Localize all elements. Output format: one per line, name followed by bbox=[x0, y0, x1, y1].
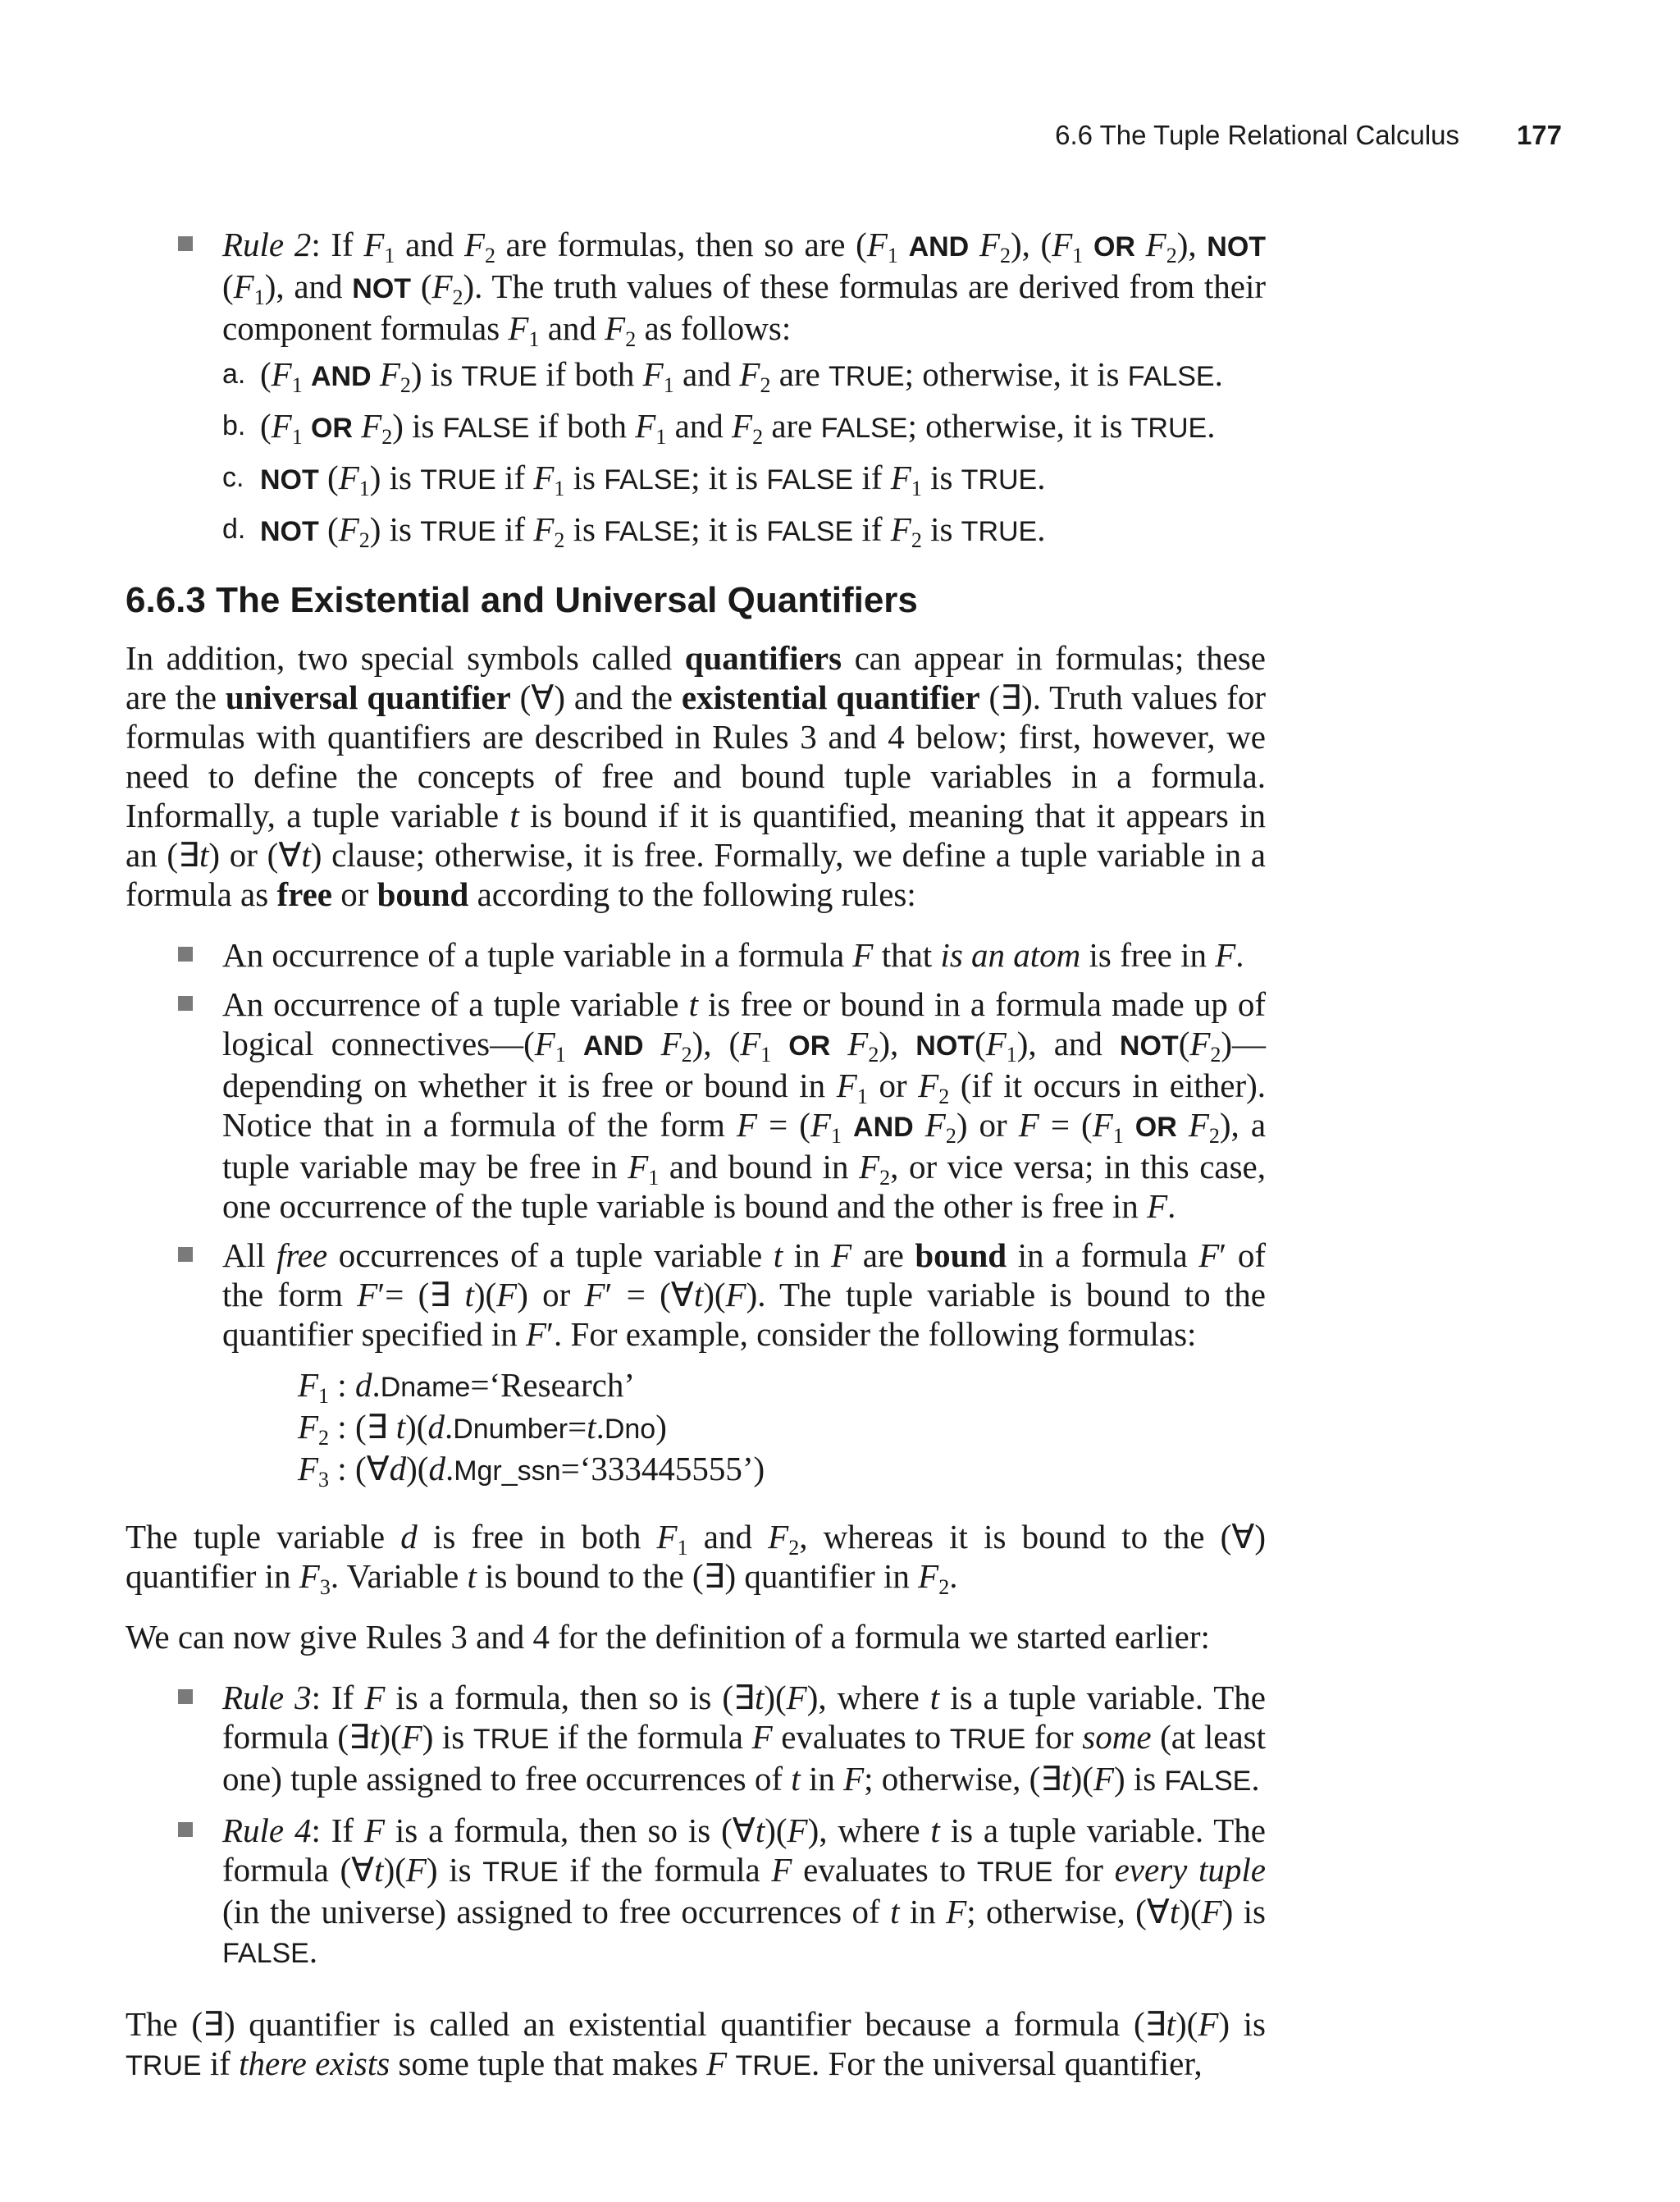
rule-3-bullet: Rule 3: If F is a formula, then so is (∃t)(F), where t is a tuple variable. The formula (∃t)(F) is TRUE if the formula F evaluates to TRUE for some (at least one) tuple assigned to free occurrences of t in F; otherwise, (∃t)(F) is FALSE. bbox=[126, 1678, 1266, 1801]
free-bound-bullet-2: An occurrence of a tuple variable t is free or bound in a formula made up of logical $connectives—(F_1$ AND $F_2$), ($F_1$ OR $F_2$), $NOT(F_1)$, and $NOT(F_2)—depending$ on whether it is free or bound in $F_1$ or $F_2$ (if it occurs in either). Notice that in a formula of the form $F = (F_1$ AND $F_2$) or $F = (F_1$ OR $F_2$), a tuple variable may be free in $F_1$ and bound in $F_2$, or vice versa; in this case, one occurrence of the tuple variable is bound and the other is free in F. bbox=[126, 985, 1266, 1226]
running-head bbox=[984, 120, 1562, 161]
bullet-square-icon bbox=[178, 236, 193, 251]
after-formulas-paragraph: The tuple variable d is free in both $F_1$ and $F_2$, whereas it is bound to the (∀) quantifier in $F_3$. Variable t is bound to the (∃) quantifier in $F_2$. bbox=[126, 1518, 1266, 1599]
section-heading: 6.6.3 The Existential and Universal Quantifiers bbox=[126, 580, 918, 620]
list-item: d. NOT $(F_2)$ is TRUE if $F_2$ is FALSE; it is FALSE if $F_2$ is TRUE. bbox=[222, 510, 1046, 552]
item-label: c. bbox=[222, 462, 244, 493]
formula-f3: $F_3$ : (∀d)(d.Mgr_ssn=‘333445555’) bbox=[298, 1450, 765, 1492]
bullet-square-icon bbox=[178, 996, 193, 1011]
item-label: b. bbox=[222, 410, 246, 441]
free-bound-bullet-3: All free occurrences of a tuple variable t in F are bound in a formula F′ of the form F′= (∃ t)(F) or F′ = (∀t)(F). The tuple variable is bound to the quantifier specified in F′. For example, consider the following formulas: $F_1$ : d.Dname=‘Research’ $F_2$ : (∃ t)(d.Dnumber=t.Dno) $F_3$ : (∀d)(d.Mgr_ssn=‘333445555’) bbox=[126, 1236, 1266, 1491]
page-body bbox=[126, 225, 1266, 2086]
bullet-square-icon bbox=[178, 1822, 193, 1837]
rules-intro-paragraph: We can now give Rules 3 and 4 for the definition of a formula we started earlier: bbox=[126, 1618, 1210, 1656]
page-number: 177 bbox=[1516, 120, 1562, 150]
rule-2-sublist bbox=[222, 354, 1266, 551]
list-item: b. ($F_1$ OR $F_2$) is FALSE if both $F_1$ and $F_2$ are FALSE; otherwise, it is TRUE. bbox=[222, 407, 1216, 449]
intro-paragraph: In addition, two special symbols called quantifiers can appear in formulas; these are the universal quantifier (∀) and the existential quantifier (∃). Truth values for formulas with quantifiers are described in Rules 3 and 4 below; first, however, we need to define the concepts of free and bound tuple variables in a formula. Informally, a tuple variable t is bound if it is quantified, meaning that it appears in an (∃t) or (∀t) clause; otherwise, it is free. Formally, we define a tuple variable in a formula as free or bound according to the following rules: bbox=[126, 639, 1266, 913]
item-label: d. bbox=[222, 514, 246, 545]
rule-4-bullet: Rule 4: If F is a formula, then so is (∀t)(F), where t is a tuple variable. The formula (∀t)(F) is TRUE if the formula F evaluates to TRUE for every tuple (in the universe) assigned to free occurrences of t in F; otherwise, (∀t)(F) is FALSE. bbox=[126, 1811, 1266, 1973]
rule-2-text: Rule 2: If $F_1$ and $F_2$ are formulas, then so are ($F_1$ AND $F_2$), ($F_1$ OR $F_2$), NOT $(F_1)$, and NOT $(F_2)$. The truth values of these formulas are derived from their component formulas $F_1$ and $F_2$ as follows: bbox=[222, 226, 1267, 351]
rule-2-bullet bbox=[126, 225, 1266, 551]
free-bound-bullet-1: An occurrence of a tuple variable in a formula F that is an atom is free in F. bbox=[126, 935, 1266, 975]
closing-paragraph: The (∃) quantifier is called an existential quantifier because a formula (∃t)(F) is TRUE if there exists some tuple that makes F TRUE. For the universal quantifier, bbox=[126, 2005, 1267, 2082]
item-label: a. bbox=[222, 359, 246, 390]
rule-2-lead: Rule 2 bbox=[222, 226, 312, 263]
bullet-square-icon bbox=[178, 1689, 193, 1704]
formula-f2: $F_2$ : (∃ t)(d.Dnumber=t.Dno) bbox=[298, 1408, 667, 1450]
list-item: a. ($F_1$ AND $F_2$) is TRUE if both $F_1$ and $F_2$ are TRUE; otherwise, it is FALSE. bbox=[222, 355, 1223, 397]
bullet-square-icon bbox=[178, 1247, 193, 1262]
section-title: 6.6 The Tuple Relational Calculus bbox=[1055, 120, 1459, 150]
example-formulas bbox=[298, 1365, 1266, 1491]
bullet-square-icon bbox=[178, 947, 193, 962]
list-item: c. NOT $(F_1)$ is TRUE if $F_1$ is FALSE; it is FALSE if $F_1$ is TRUE. bbox=[222, 459, 1046, 500]
formula-f1: $F_1$ : d.Dname=‘Research’ bbox=[298, 1366, 635, 1408]
